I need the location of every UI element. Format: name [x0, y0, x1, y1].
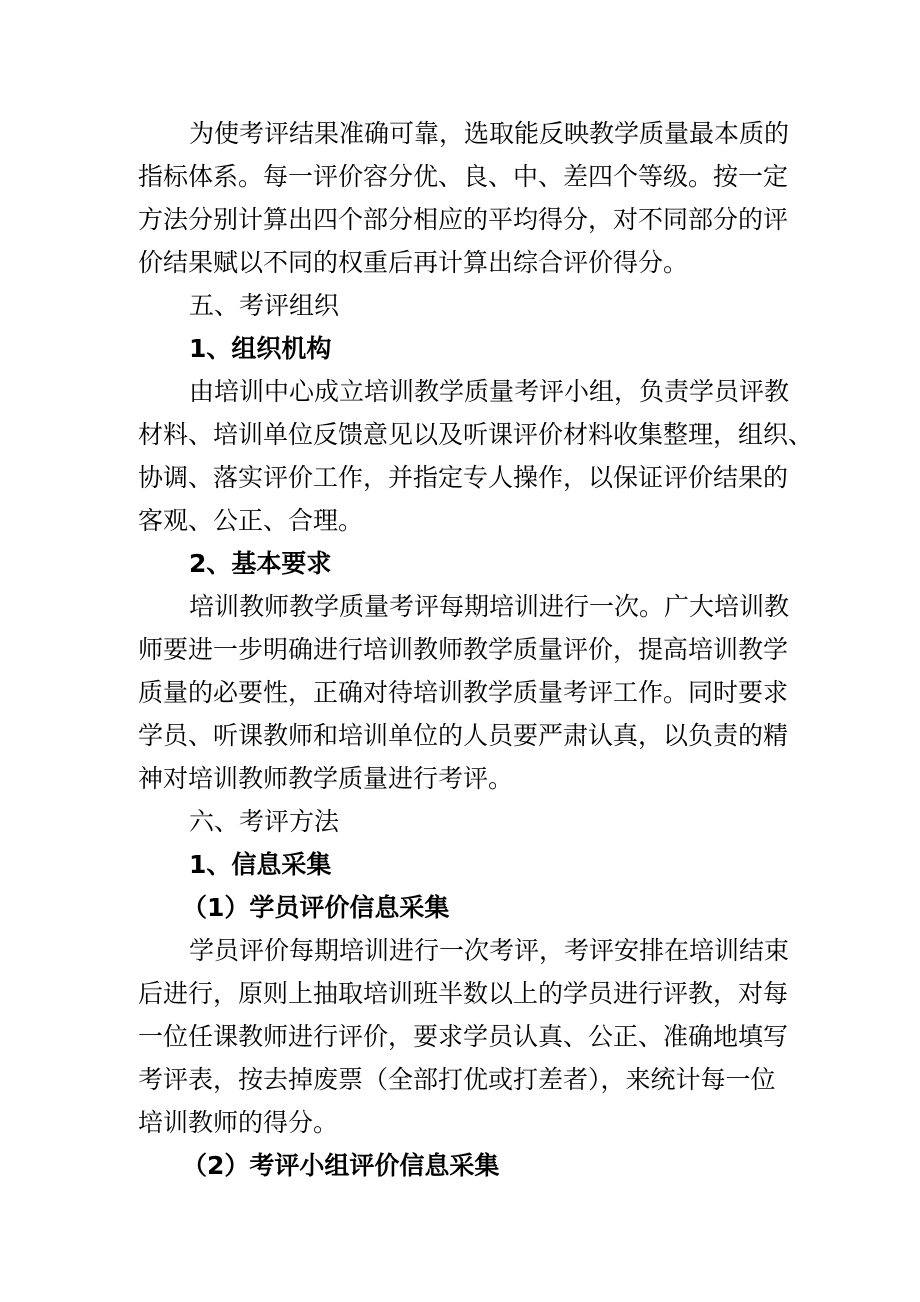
- text-line: 神对培训教师教学质量进行考评。: [138, 764, 514, 793]
- text-line: 方法分别计算出四个部分相应的平均得分，对不同部分的评: [138, 205, 789, 234]
- section-heading-organization: 五、考评组织: [189, 291, 340, 320]
- text-line: 师要进一步明确进行培训教师教学质量评价，提高培训教学: [138, 635, 789, 664]
- text-line: 为使考评结果准确可靠，选取能反映教学质量最本质的: [189, 119, 790, 148]
- text-line: 价结果赋以不同的权重后再计算出综合评价得分。: [138, 248, 689, 277]
- subheading-organization-structure: 1、组织机构: [189, 334, 332, 363]
- text-line: 学员、听课教师和培训单位的人员要严肃认真，以负责的精: [138, 721, 789, 750]
- section-heading-methods: 六、考评方法: [189, 807, 340, 836]
- text-line: 由培训中心成立培训教学质量考评小组，负责学员评教: [189, 377, 790, 406]
- subheading-panel-evaluation: （2）考评小组评价信息采集: [182, 1151, 500, 1180]
- paragraph-organization-structure: [138, 370, 814, 542]
- text-line: 客观、公正、合理。: [138, 506, 364, 535]
- document-body: [138, 112, 814, 1187]
- text-line: 质量的必要性，正确对待培训教学质量考评工作。同时要求: [138, 678, 789, 707]
- text-line: 协调、落实评价工作，并指定专人操作，以保证评价结果的: [138, 463, 789, 492]
- text-line: 考评表，按去掉废票（全部打优或打差者），来统计每一位: [138, 1065, 776, 1094]
- text-line: 指标体系。每一评价容分优、良、中、差四个等级。按一定: [138, 162, 789, 191]
- subheading-information-collection: 1、信息采集: [189, 850, 332, 879]
- paragraph-basic-requirements: [138, 585, 790, 800]
- paragraph-student-evaluation: [138, 929, 790, 1144]
- subheading-student-evaluation: （1）学员评价信息采集: [182, 893, 450, 922]
- text-line: 一位任课教师进行评价，要求学员认真、公正、准确地填写: [138, 1022, 789, 1051]
- text-line: 培训教师的得分。: [138, 1108, 339, 1137]
- text-line: 材料、培训单位反馈意见以及听课评价材料收集整理，组织、: [138, 420, 814, 449]
- subheading-basic-requirements: 2、基本要求: [189, 549, 332, 578]
- text-line: 后进行，原则上抽取培训班半数以上的学员进行评教，对每: [138, 979, 789, 1008]
- text-line: 培训教师教学质量考评每期培训进行一次。广大培训教: [189, 592, 790, 621]
- text-line: 学员评价每期培训进行一次考评，考评安排在培训结束: [189, 936, 790, 965]
- paragraph-evaluation-method: [138, 112, 790, 284]
